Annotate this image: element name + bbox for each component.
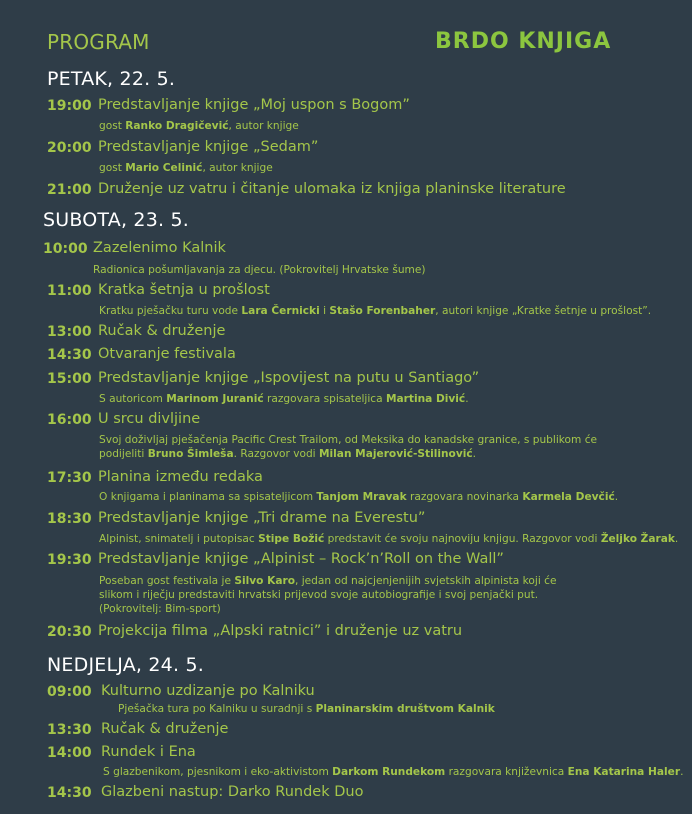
event-title: Kratka šetnja u prošlost [98,282,270,298]
event-time: 19:00 [47,98,92,114]
event-time: 14:30 [47,347,92,363]
event-time: 20:00 [47,140,92,156]
event-time: 09:00 [47,684,92,700]
event-title: Glazbeni nastup: Darko Rundek Duo [101,784,364,800]
event-time: 16:00 [47,412,92,428]
event-description: S autoricom Marinom Juranić razgovara spisateljica Martina Divić. [99,393,469,405]
event-time: 14:00 [47,745,92,761]
event-time: 19:30 [47,552,92,568]
event-time: 14:30 [47,785,92,801]
event-title: Predstavljanje knjige „Sedam” [98,139,319,155]
event-time: 20:30 [47,624,92,640]
program-heading: PROGRAM [47,30,150,54]
event-title: Predstavljanje knjige „Moj uspon s Bogom” [98,97,410,113]
event-title: U srcu divljine [98,411,201,427]
event-description: Poseban gost festivala je Silvo Karo, jedan od najcjenjenijih svjetskih alpinista koji će slikom i riječju predstaviti hrvatski prijevod svoje autobiografije i svoj penjački put. (Pokrovitelj: Bim-sport) [99,575,557,615]
event-title: Predstavljanje knjige „Alpinist – Rock’n’Roll on the Wall” [98,551,504,567]
event-title: Planina između redaka [98,469,263,485]
event-title: Otvaranje festivala [98,346,236,362]
day-heading-petak: PETAK, 22. 5. [47,68,176,90]
event-description: Svoj doživljaj pješačenja Pacific Crest Trailom, od Meksika do kanadske granice, s publikom će podijeliti Bruno Šimleša. Razgovor vodi Milan Majerović-Stilinović. [99,434,598,460]
day-heading-nedjelja: NEDJELJA, 24. 5. [47,654,204,676]
event-time: 13:00 [47,324,92,340]
event-description: gost Ranko Dragičević, autor knjige [99,120,299,132]
event-time: 21:00 [47,182,92,198]
event-title: Ručak & druženje [101,721,229,737]
event-time: 10:00 [43,241,88,257]
event-title: Predstavljanje knjige „Ispovijest na putu u Santiago” [98,370,480,386]
event-title: Druženje uz vatru i čitanje ulomaka iz knjiga planinske literature [98,181,566,197]
day-heading-subota: SUBOTA, 23. 5. [43,209,190,231]
event-time: 15:00 [47,371,92,387]
event-description: O knjigama i planinama sa spisateljicom Tanjom Mravak razgovara novinarka Karmela Devčić. [99,491,619,503]
event-description: Alpinist, snimatelj i putopisac Stipe Božić predstavit će svoju najnoviju knjigu. Razgovor vodi Željko Žarak. [99,533,679,545]
event-title: Projekcija filma „Alpski ratnici” i druženje uz vatru [98,623,463,639]
event-description: S glazbenikom, pjesnikom i eko-aktivistom Darkom Rundekom razgovara književnica Ena Katarina Haler. [103,766,684,778]
event-description: Pješačka tura po Kalniku u suradnji s Planinarskim društvom Kalnik [118,703,495,715]
event-title: Ručak & druženje [98,323,226,339]
event-title: Zazelenimo Kalnik [93,240,226,256]
event-description: gost Mario Celinić, autor knjige [99,162,273,174]
event-description: Radionica pošumljavanja za djecu. (Pokrovitelj Hrvatske šume) [93,264,426,276]
event-time: 11:00 [47,283,92,299]
brand-title: BRDO KNJIGA [435,29,612,54]
event-time: 18:30 [47,511,92,527]
event-title: Kulturno uzdizanje po Kalniku [101,683,315,699]
event-time: 13:30 [47,722,92,738]
event-title: Rundek i Ena [101,744,196,760]
event-time: 17:30 [47,470,92,486]
event-title: Predstavljanje knjige „Tri drame na Everestu” [98,510,426,526]
event-description: Kratku pješačku turu vode Lara Černicki i Stašo Forenbaher, autori knjige „Kratke šetnje u prošlost”. [99,305,652,317]
